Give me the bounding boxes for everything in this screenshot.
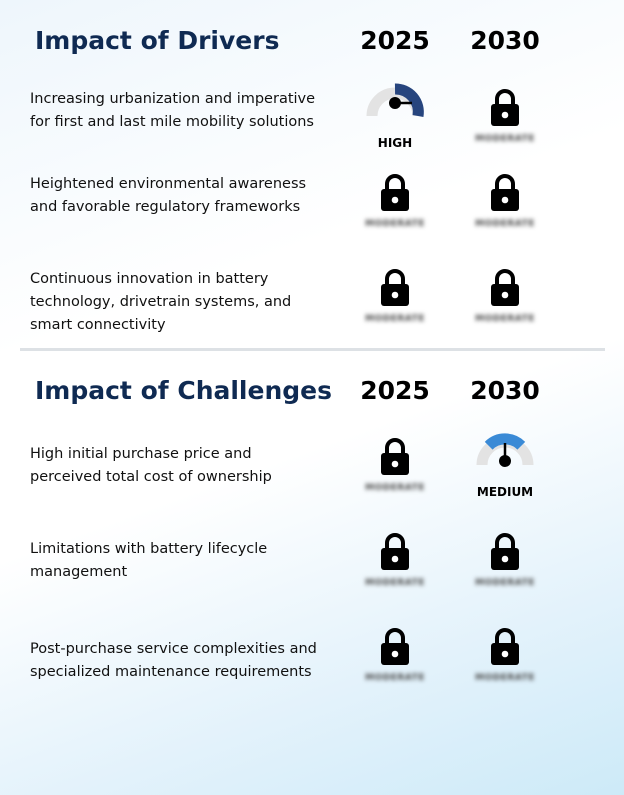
locked-cell[interactable] <box>355 627 435 707</box>
gauge-label: MEDIUM <box>476 485 534 499</box>
lock-icon <box>490 268 520 308</box>
challenge-text: Limitations with battery lifecycle management <box>30 541 268 580</box>
locked-value: MODERATE <box>365 578 425 588</box>
locked-value: MODERATE <box>365 483 425 493</box>
challenge-text: High initial purchase price and perceived total cost of ownership <box>30 446 272 485</box>
lock-icon <box>490 627 520 667</box>
locked-cell[interactable] <box>355 268 435 348</box>
locked-value: MODERATE <box>365 314 425 324</box>
locked-cell[interactable] <box>465 173 545 253</box>
locked-value: MODERATE <box>475 314 535 324</box>
lock-icon <box>380 627 410 667</box>
challenge-text: Post-purchase service complexities and specialized maintenance requirements <box>30 641 317 680</box>
gauge-medium-icon <box>475 431 535 475</box>
section-divider <box>20 348 605 351</box>
gauge-label: HIGH <box>377 136 413 150</box>
driver-text: Continuous innovation in battery technology, drivetrain systems, and smart connectivity <box>30 271 292 333</box>
driver-text: Heightened environmental awareness and favorable regulatory frameworks <box>30 176 307 215</box>
lock-icon <box>490 173 520 213</box>
lock-icon <box>380 437 410 477</box>
lock-icon <box>490 88 520 128</box>
challenges-year-2025: 2025 <box>360 376 430 405</box>
locked-value: MODERATE <box>365 219 425 229</box>
locked-cell[interactable] <box>465 627 545 707</box>
impact-gauge-high <box>355 88 435 168</box>
locked-cell[interactable] <box>355 437 435 517</box>
locked-value: MODERATE <box>475 578 535 588</box>
impact-gauge-medium <box>465 437 545 517</box>
drivers-year-2025: 2025 <box>360 26 430 55</box>
locked-cell[interactable] <box>355 532 435 612</box>
locked-value: MODERATE <box>475 219 535 229</box>
locked-cell[interactable] <box>465 88 545 168</box>
drivers-title: Impact of Drivers <box>35 26 280 55</box>
gauge-high-icon <box>365 82 425 126</box>
drivers-year-2030: 2030 <box>470 26 540 55</box>
locked-cell[interactable] <box>355 173 435 253</box>
lock-icon <box>380 532 410 572</box>
lock-icon <box>380 268 410 308</box>
challenges-title: Impact of Challenges <box>35 376 332 405</box>
locked-value: MODERATE <box>475 673 535 683</box>
locked-value: MODERATE <box>365 673 425 683</box>
lock-icon <box>380 173 410 213</box>
lock-icon <box>490 532 520 572</box>
driver-text: Increasing urbanization and imperative for first and last mile mobility solutions <box>30 91 316 130</box>
locked-value: MODERATE <box>475 134 535 144</box>
locked-cell[interactable] <box>465 268 545 348</box>
challenges-year-2030: 2030 <box>470 376 540 405</box>
locked-cell[interactable] <box>465 532 545 612</box>
